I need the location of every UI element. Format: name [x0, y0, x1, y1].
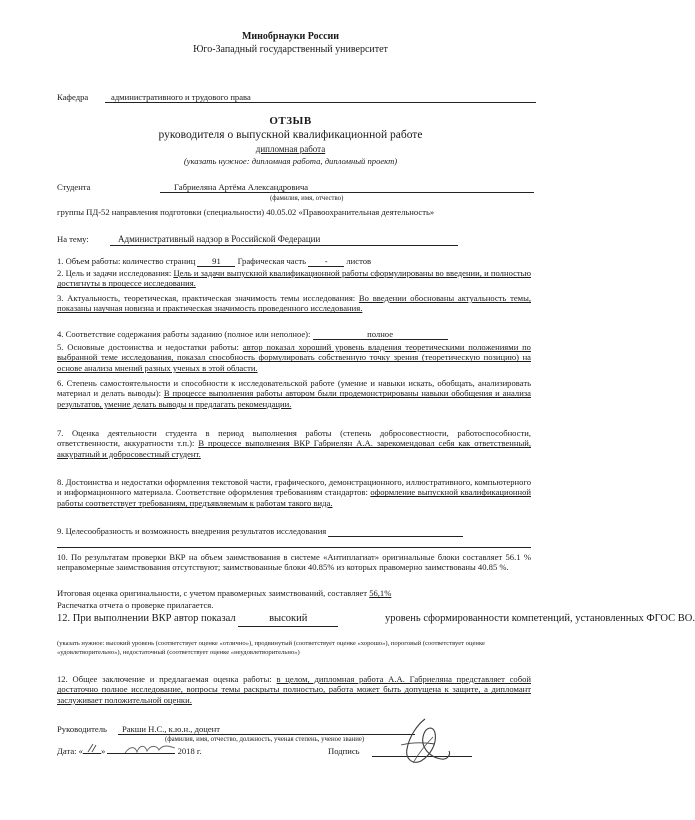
handwritten-signature: [395, 715, 455, 770]
date-prefix: Дата: «: [57, 746, 83, 756]
student-name: Габриелянa Артёма Александровича: [160, 182, 534, 193]
item-5-label: 5. Основные достоинства и недостатки работы:: [57, 342, 239, 352]
item-3: [57, 293, 531, 314]
item-11-level: высокий: [238, 613, 338, 627]
item-10-final-value: 56,1%: [369, 588, 392, 598]
item-3-text: Во введении обоснованы актуальность темы, показаны научная новизна и практическая значимость проведенного исследования.: [57, 293, 532, 314]
item-11-line: [57, 613, 338, 627]
item-1: [57, 256, 371, 267]
item-1-suffix: листов: [346, 256, 372, 266]
item-4-label: 4. Соответствие содержания работы заданию (полное или неполное):: [57, 329, 311, 339]
item-8-text: оформление выпускной квалификационной работы соответствует требованиям, предъявляемым к работам такого вида.: [57, 487, 531, 508]
item-6: [57, 378, 531, 409]
work-type-hint: (указать нужное: дипломная работа, дипломный проект): [183, 156, 398, 166]
department-value: административного и трудового права: [105, 92, 536, 103]
item-12-label: 12. Общее заключение и предлагаемая оценка работы:: [57, 674, 272, 684]
item-10-final-prefix: Итоговая оценка оригинальности, с учетом правомерных заимствований, составляет: [57, 588, 368, 598]
group-direction-line: группы ПД-52 направления подготовки (специальности) 40.05.02 «Правоохранительная деятельность»: [57, 207, 435, 217]
item-1-pages: 91: [197, 256, 235, 267]
item-6-label: 6. Степень самостоятельности и способности к исследовательской работе (умение и навыки искать, обобщать, анализировать материал и делать выводы):: [57, 378, 531, 399]
supervisor-value: Ракши Н.С., к.ю.н., доцент: [118, 724, 415, 735]
item-9: [57, 526, 463, 537]
work-type: дипломная работа: [255, 144, 326, 154]
item-2: [57, 268, 531, 289]
supervisor-label: Руководитель: [57, 724, 107, 734]
date-sep: »: [100, 746, 106, 756]
date-year: 2018 г.: [177, 746, 202, 756]
item-6-text: В процессе выполнения работы автором были продемонстрированы навыки обобщения и анализа результатов, умение делать выводы и предлагать рекомендации.: [57, 388, 531, 409]
item-8: [57, 477, 531, 508]
item-4-value: полное: [313, 329, 448, 340]
student-name-hint: (фамилия, имя, отчество): [270, 195, 344, 202]
work-type-wrap: [0, 144, 581, 155]
item-9-label: 9. Целесообразность и возможность внедрения результатов исследования: [57, 526, 327, 536]
item-10-attached: Распечатка отчета о проверке прилагается.: [57, 600, 214, 610]
item-10-final: [57, 588, 391, 598]
item-2-text: Цель и задачи выпускной квалификационной работы сформулированы во введении, и полностью достигнуты в процессе исследования.: [57, 268, 531, 289]
topic-label: На тему:: [57, 234, 89, 244]
item-11-prefix: 12. При выполнении ВКР автор показал: [57, 613, 236, 624]
item-2-label: 2. Цель и задачи исследования:: [57, 268, 172, 278]
signature-label: Подпись: [328, 746, 360, 756]
document-subtitle: руководителя о выпускной квалификационной работе: [158, 129, 423, 141]
item-12: [57, 674, 531, 705]
university-title: Юго-Западный государственный университет: [193, 44, 388, 55]
item-1-middle: Графическая часть: [237, 256, 307, 266]
item-1-prefix: 1. Объем работы: количество страниц: [57, 256, 196, 266]
item-4: [57, 329, 448, 340]
department-label: Кафедра: [57, 92, 89, 102]
item-3-label: 3. Актуальность, теоретическая, практическая значимость темы исследования:: [57, 293, 356, 303]
student-label: Студента: [57, 182, 91, 192]
item-7: [57, 428, 531, 459]
handwritten-date-mark: [85, 738, 180, 760]
item-11-suffix: уровень сформированности компетенций, установленных ФГОС ВО.: [385, 613, 695, 624]
item-9-blank-line: [57, 538, 531, 548]
item-8-label: 8. Достоинства и недостатки оформления текстовой части, графического, демонстрационного, иллюстративного, компьютерного и информационного материала. Соответствие оформления требованиям стандартов:: [57, 477, 531, 498]
item-11-hint: (указать нужное: высокий уровень (соответствует оценке «отлично»), продвинутый (соответствует оценке «хорошо»), пороговый (соответствует оценке «удовлетворительно»), недостаточный (соответствует оценке «неудовлетворительно»): [57, 640, 485, 656]
supervisor-hint: (фамилия, имя, отчество, должность, ученая степень, ученое звание): [165, 736, 365, 743]
item-7-text: В процессе выполнения ВКР Габриелян А.А. зарекомендовал себя как ответственный, аккуратный и добросовестный студент.: [57, 438, 531, 459]
ministry-title: Минобрнауки России: [241, 31, 340, 42]
item-5: [57, 342, 531, 373]
topic-value: Административный надзор в Российской Федерации: [110, 234, 458, 246]
document-title: ОТЗЫВ: [269, 115, 312, 127]
item-7-label: 7. Оценка деятельности студента в период выполнения работы (степень добросовестности, работоспособности, ответственности, аккуратности т.п.):: [57, 428, 531, 449]
item-5-text: автор показал хороший уровень владения теоретическими положениями по выбранной теме исследования, показал способность формулировать собственную точку зрения (теоретическую позицию) на основе анализа мнений разных ученых в этой области.: [57, 342, 531, 373]
item-12-text: в целом, дипломная работа А.А. Габриеляна представляет собой достаточно полное исследование, вопросы темы раскрыты полностью, работа может быть допущена к защите, а дипломант заслуживает положительной оценки.: [57, 674, 531, 705]
item-10-text: 10. По результатам проверки ВКР на объем заимствования в системе «Антиплагиат» оригинальные блоки составляет 56.1 % неправомерные заимствования отсутствуют; заимствованные блоки 40.85% из которых правомерно заимствованы 40.85 %.: [57, 552, 531, 573]
item-1-graphic: -: [308, 256, 344, 267]
